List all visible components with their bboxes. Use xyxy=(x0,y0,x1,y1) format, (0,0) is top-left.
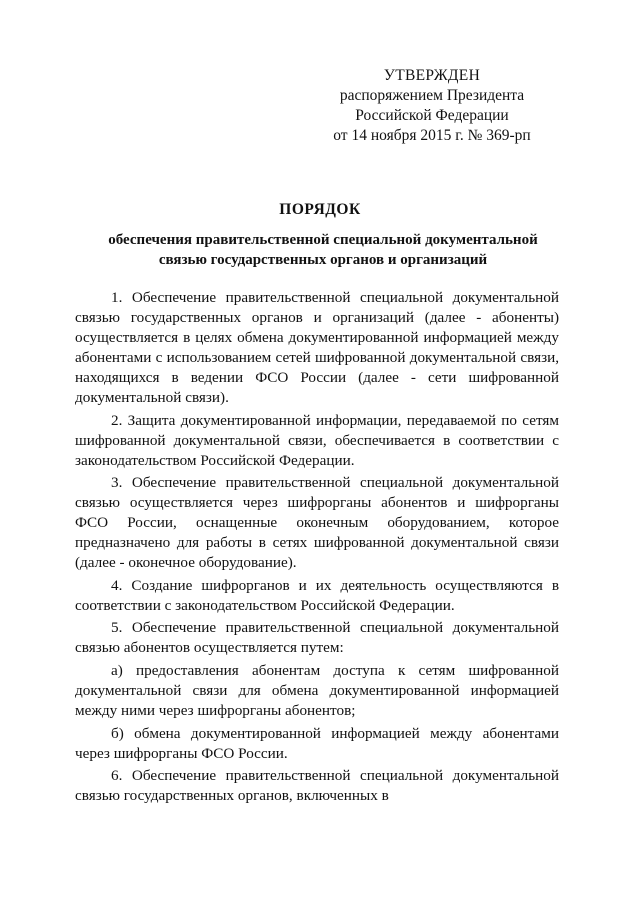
paragraph-6: 6. Обеспечение правительственной специальной документальной связью государственных органов, включенных в xyxy=(75,767,559,805)
paragraph-5: 5. Обеспечение правительственной специальной документальной связью абонентов осуществляется путем: xyxy=(75,619,559,657)
document-subtitle: обеспечения правительственной специальной документальной связью государственных органов и организаций xyxy=(108,232,538,268)
paragraph-3: 3. Обеспечение правительственной специальной документальной связью осуществляется через шифрорганы абонентов и шифрорганы ФСО России, оснащенные оконечным оборудованием, которое предназначено для работы в сетях шифрованной документальной связи (далее - оконечное оборудование). xyxy=(75,474,559,572)
approval-stamp xyxy=(302,66,562,146)
paragraph-4: 4. Создание шифрорганов и их деятельность осуществляются в соответствии с законодательством Российской Федерации. xyxy=(75,576,559,614)
approval-line-3: от 14 ноября 2015 г. № 369-рп xyxy=(333,127,531,144)
paragraph-2: 2. Защита документированной информации, передаваемой по сетям шифрованной документальной связи, обеспечивается в соответствии с законодательством Российской Федерации. xyxy=(75,411,559,469)
document-title: ПОРЯДОК xyxy=(279,201,361,218)
paragraph-1: 1. Обеспечение правительственной специальной документальной связью государственных органов и организаций (далее - абоненты) осуществляется в целях обмена документированной информацией между абонентами с использованием сетей шифрованной документальной связи, находящихся в ведении ФСО России (далее - сети шифрованной документальной связи). xyxy=(75,289,559,406)
approval-heading: УТВЕРЖДЕН xyxy=(383,67,481,84)
paragraph-5b: б) обмена документированной информацией между абонентами через шифрорганы ФСО России. xyxy=(75,724,559,762)
document-body xyxy=(75,288,559,809)
approval-line-1: распоряжением Президента xyxy=(339,87,525,104)
approval-line-2: Российской Федерации xyxy=(355,107,509,124)
paragraph-5a: а) предоставления абонентам доступа к сетям шифрованной документальной связи для обмена документированной информацией между ними через шифрорганы абонентов; xyxy=(75,661,559,719)
